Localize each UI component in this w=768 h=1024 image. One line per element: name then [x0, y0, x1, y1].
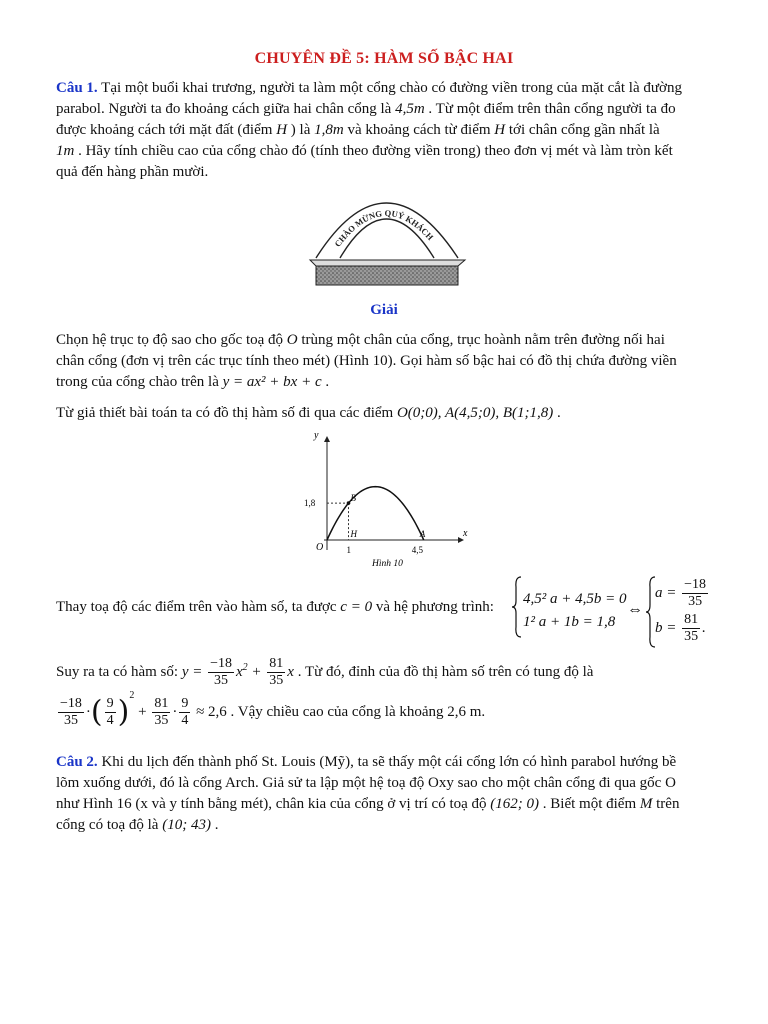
question-1-line-2: parabol. Người ta đo khoảng cách giữa hai chân cổng là 4,5m . Từ một điểm trên thân cổng người ta đo	[56, 101, 676, 117]
y-axis-arrow	[324, 436, 330, 442]
question-2-line-4: cổng có toạ độ là (10; 43) .	[56, 817, 219, 833]
question-1-line-4: 1m . Hãy tính chiều cao của cổng chào đó (tính theo đường viền trong) theo đơn vị mét và làm tròn kết	[56, 143, 673, 159]
x-tick-1: 1	[346, 545, 351, 555]
equivalent-arrow: ⇔	[627, 601, 643, 618]
x-tick-2: 4,5	[411, 545, 423, 555]
parabola-curve	[327, 487, 424, 540]
question-1-line-1: Câu 1. Tại một buổi khai trương, người ta làm một cổng chào có đường viền trong của mặt cắt là đường	[56, 80, 682, 96]
gate-base	[316, 266, 458, 285]
page-title: CHUYÊN ĐỀ 5: HÀM SỐ BẬC HAI	[254, 50, 514, 67]
solution-line-4: Từ giả thiết bài toán ta có đồ thị hàm số đi qua các điểm O(0;0), A(4,5;0), B(1;1,8) .	[56, 405, 561, 421]
solution-line-5: Thay toạ độ các điểm trên vào hàm số, ta được c = 0 và hệ phương trình:	[56, 599, 494, 615]
x-axis-label: x	[463, 528, 468, 539]
figure-hinh-10	[300, 432, 470, 570]
y-tick-label: 1,8	[304, 498, 316, 509]
question-1-line-3: được khoảng cách tới mặt đất (điểm H ) là 1,8m và khoảng cách từ điểm H tới chân cổng gần nhất là	[56, 122, 660, 138]
question-1-line-5: quả đến hàng phần mười.	[56, 164, 209, 180]
question-2-line-3: như Hình 16 (x và y tính bằng mét), chân kia của cổng ở vị trí có toạ độ (162; 0) . Biết một điểm M trên	[56, 796, 680, 812]
solution-a: a = $\frac{-18}{35}$	[655, 577, 707, 609]
y-axis-label: y	[314, 432, 319, 441]
solution-heading: Giải	[370, 302, 398, 318]
solution-line-3: trong của cổng chào trên là y = ax² + bx + c .	[56, 374, 330, 390]
system-brace-left	[511, 575, 523, 639]
question-2-label: Câu 2.	[56, 754, 98, 770]
origin-label: O	[316, 542, 324, 553]
gate-illustration	[300, 188, 475, 293]
question-2-line-2: lõm xuống dưới, đó là cổng Arch. Giả sử ta lập một hệ toạ độ Oxy sao cho một chân cổng đi qua gốc O	[56, 775, 676, 791]
question-1-label: Câu 1.	[56, 80, 98, 96]
solution-line-7: $\frac{-18}{35}$ ·( $\frac{9}{4}$ )$^2$ + $\frac{81}{35}$ · $\frac{9}{4}$ ≈ 2,6 . Vậy chiều cao của cổng là khoảng 2,6 m.	[60, 690, 486, 730]
point-a-label: A	[419, 529, 426, 539]
solution-b: b = $\frac{81}{35}$ .	[655, 612, 706, 644]
solution-line-1: Chọn hệ trục tọ độ sao cho gốc toạ độ O trùng một chân của cổng, trục hoành nằm trên đường nối hai	[56, 332, 665, 348]
equation-1: 4,5² a + 4,5b = 0	[523, 591, 627, 607]
equation-2: 1² a + 1b = 1,8	[523, 614, 616, 630]
solution-line-2: chân cổng (đơn vị trên các trục tính theo mét) (Hình 10). Gọi hàm số bậc hai có đồ thị chứa đường viền	[56, 353, 677, 369]
gate-banner-text: CHÀO MỪNG QUÝ KHÁCH	[332, 207, 436, 249]
point-h-label: H	[350, 529, 357, 539]
figure-caption: Hình 10	[372, 559, 403, 569]
point-b-label: B	[350, 493, 356, 504]
question-2-line-1: Câu 2. Khi du lịch đến thành phố St. Louis (Mỹ), ta sẽ thấy một cái cổng lớn có hình parabol hướng bề	[56, 754, 677, 770]
solution-line-6: Suy ra ta có hàm số: y = $\frac{-18}{35}$ $x^2$ + $\frac{81}{35}$ x . Từ đó, đỉnh của đồ thị hàm số trên có tung độ là	[56, 656, 594, 688]
